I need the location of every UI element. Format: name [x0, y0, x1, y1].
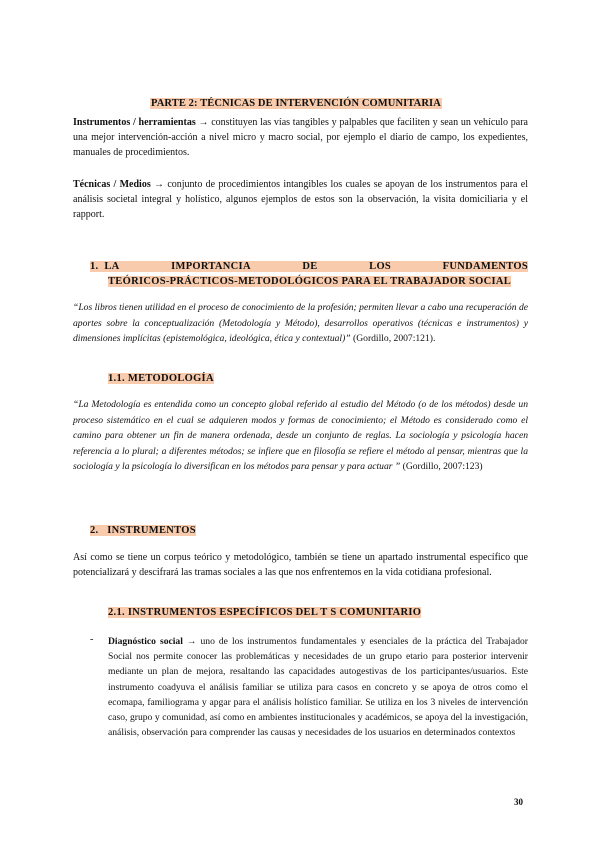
section-1-line-1: [90, 261, 528, 272]
quote-1-text: “Los libros tienen utilidad en el proceso de conocimiento de la profesión; permiten llevar a cabo una recuperación de aportes sobre la conceptualización (Metodología y Método), desarrollos operativos (técnicas e instrumentos) y dimensiones implícitas (epistemológica, ideológica, ética y contextual)”: [73, 302, 528, 344]
section-1-word-5: FUNDAMENTOS: [442, 261, 528, 272]
section-1-heading: [90, 261, 528, 272]
section-1-1-heading: 1.1. METODOLOGÍA: [108, 373, 214, 384]
section-1-number-and-first: 1. LA: [90, 261, 120, 272]
instrumentos-text: → constituyen las vías tangibles y palpables que faciliten y sean un vehículo para una mejor intervención-acción a nivel micro y macro social, por ejemplo el diario de campo, los expedientes, manuales de procedimientos.: [73, 117, 528, 158]
part-title: PARTE 2: TÉCNICAS DE INTERVENCIÓN COMUNITARIA: [151, 98, 441, 109]
tecnicas-term: Técnicas / Medios: [73, 179, 151, 190]
section-1-word-3: DE: [302, 261, 318, 272]
section-1-line-2: TEÓRICOS-PRÁCTICOS-METODOLÓGICOS PARA EL TRABAJADOR SOCIAL: [108, 276, 512, 287]
section-2-heading: 2. INSTRUMENTOS: [90, 525, 196, 536]
tecnicas-paragraph: [73, 177, 528, 222]
section-2-paragraph: Así como se tiene un corpus teórico y metodológico, también se tiene un apartado instrumental específico que potencializará y descifrará las tramas sociales a las que nos enfrentemos en la vida cotidiana profesional.: [73, 552, 528, 578]
quote-1: [73, 300, 528, 347]
quote-2-citation: (Gordillo, 2007:123): [400, 461, 483, 472]
section-1-line-2-wrap: [108, 276, 511, 287]
instrumentos-paragraph: [73, 115, 528, 160]
page-number: 30: [514, 797, 523, 807]
section-1-1-heading-wrap: [108, 373, 214, 384]
quote-1-citation: (Gordillo, 2007:121).: [350, 333, 436, 344]
section-2-1-heading-wrap: [108, 607, 421, 618]
section-1-word-2: IMPORTANCIA: [171, 261, 251, 272]
bullet-diagnostico: [108, 634, 528, 740]
section-2-heading-wrap: [90, 525, 196, 536]
bullet-dash: -: [90, 634, 94, 645]
tecnicas-text: → conjunto de procedimientos intangibles los cuales se apoyan de los instrumentos para el análisis societal integral y holístico, algunos ejemplos de estos son la observación, la visita domiciliaria y el rapport.: [73, 179, 528, 220]
bullet-text: → uno de los instrumentos fundamentales y esenciales de la práctica del Trabajador Social nos permite conocer las problemáticas y necesidades de un grupo etario para posterior intervenir mediante un plan de mejora, resaltando las capacidades autogestivas de los participantes/usuarios. Este instrumento coadyuva el análisis familiar se utiliza para casos en concreto y se apoya de otros como el ecomapa, familiograma y apgar para el análisis holístico familiar. Se utiliza en los 3 niveles de intervención caso, grupo y comunidad, así como en ambientes institucionales y académicos, se apoya del la investigación, análisis, observación para comprender las causas y necesidades de los usuarios en determinados contextos: [108, 636, 528, 739]
quote-2-text: “La Metodología es entendida como un concepto global referido al estudio del Método (o de los métodos) desde un proceso sistemático en el cual se adquieren modos y formas de conocimiento; el Método es considerado como el camino para obtener un fin de manera ordenada, desde un conjunto de reglas. La sociología y psicología hacen referencia a lo plural; a diferentes métodos; se infiere que en filosofía se refiere el método al pensar, mientras que la sociología y la psicología lo diversifican en los métodos para pensar y para actuar ”: [73, 399, 528, 472]
instrumentos-term: Instrumentos / herramientas: [73, 117, 196, 128]
section-2-1-heading: 2.1. INSTRUMENTOS ESPECÍFICOS DEL T S COMUNITARIO: [108, 607, 422, 618]
bullet-term: Diagnóstico social: [108, 636, 183, 647]
section-1-word-4: LOS: [369, 261, 392, 272]
quote-2: [73, 397, 528, 475]
